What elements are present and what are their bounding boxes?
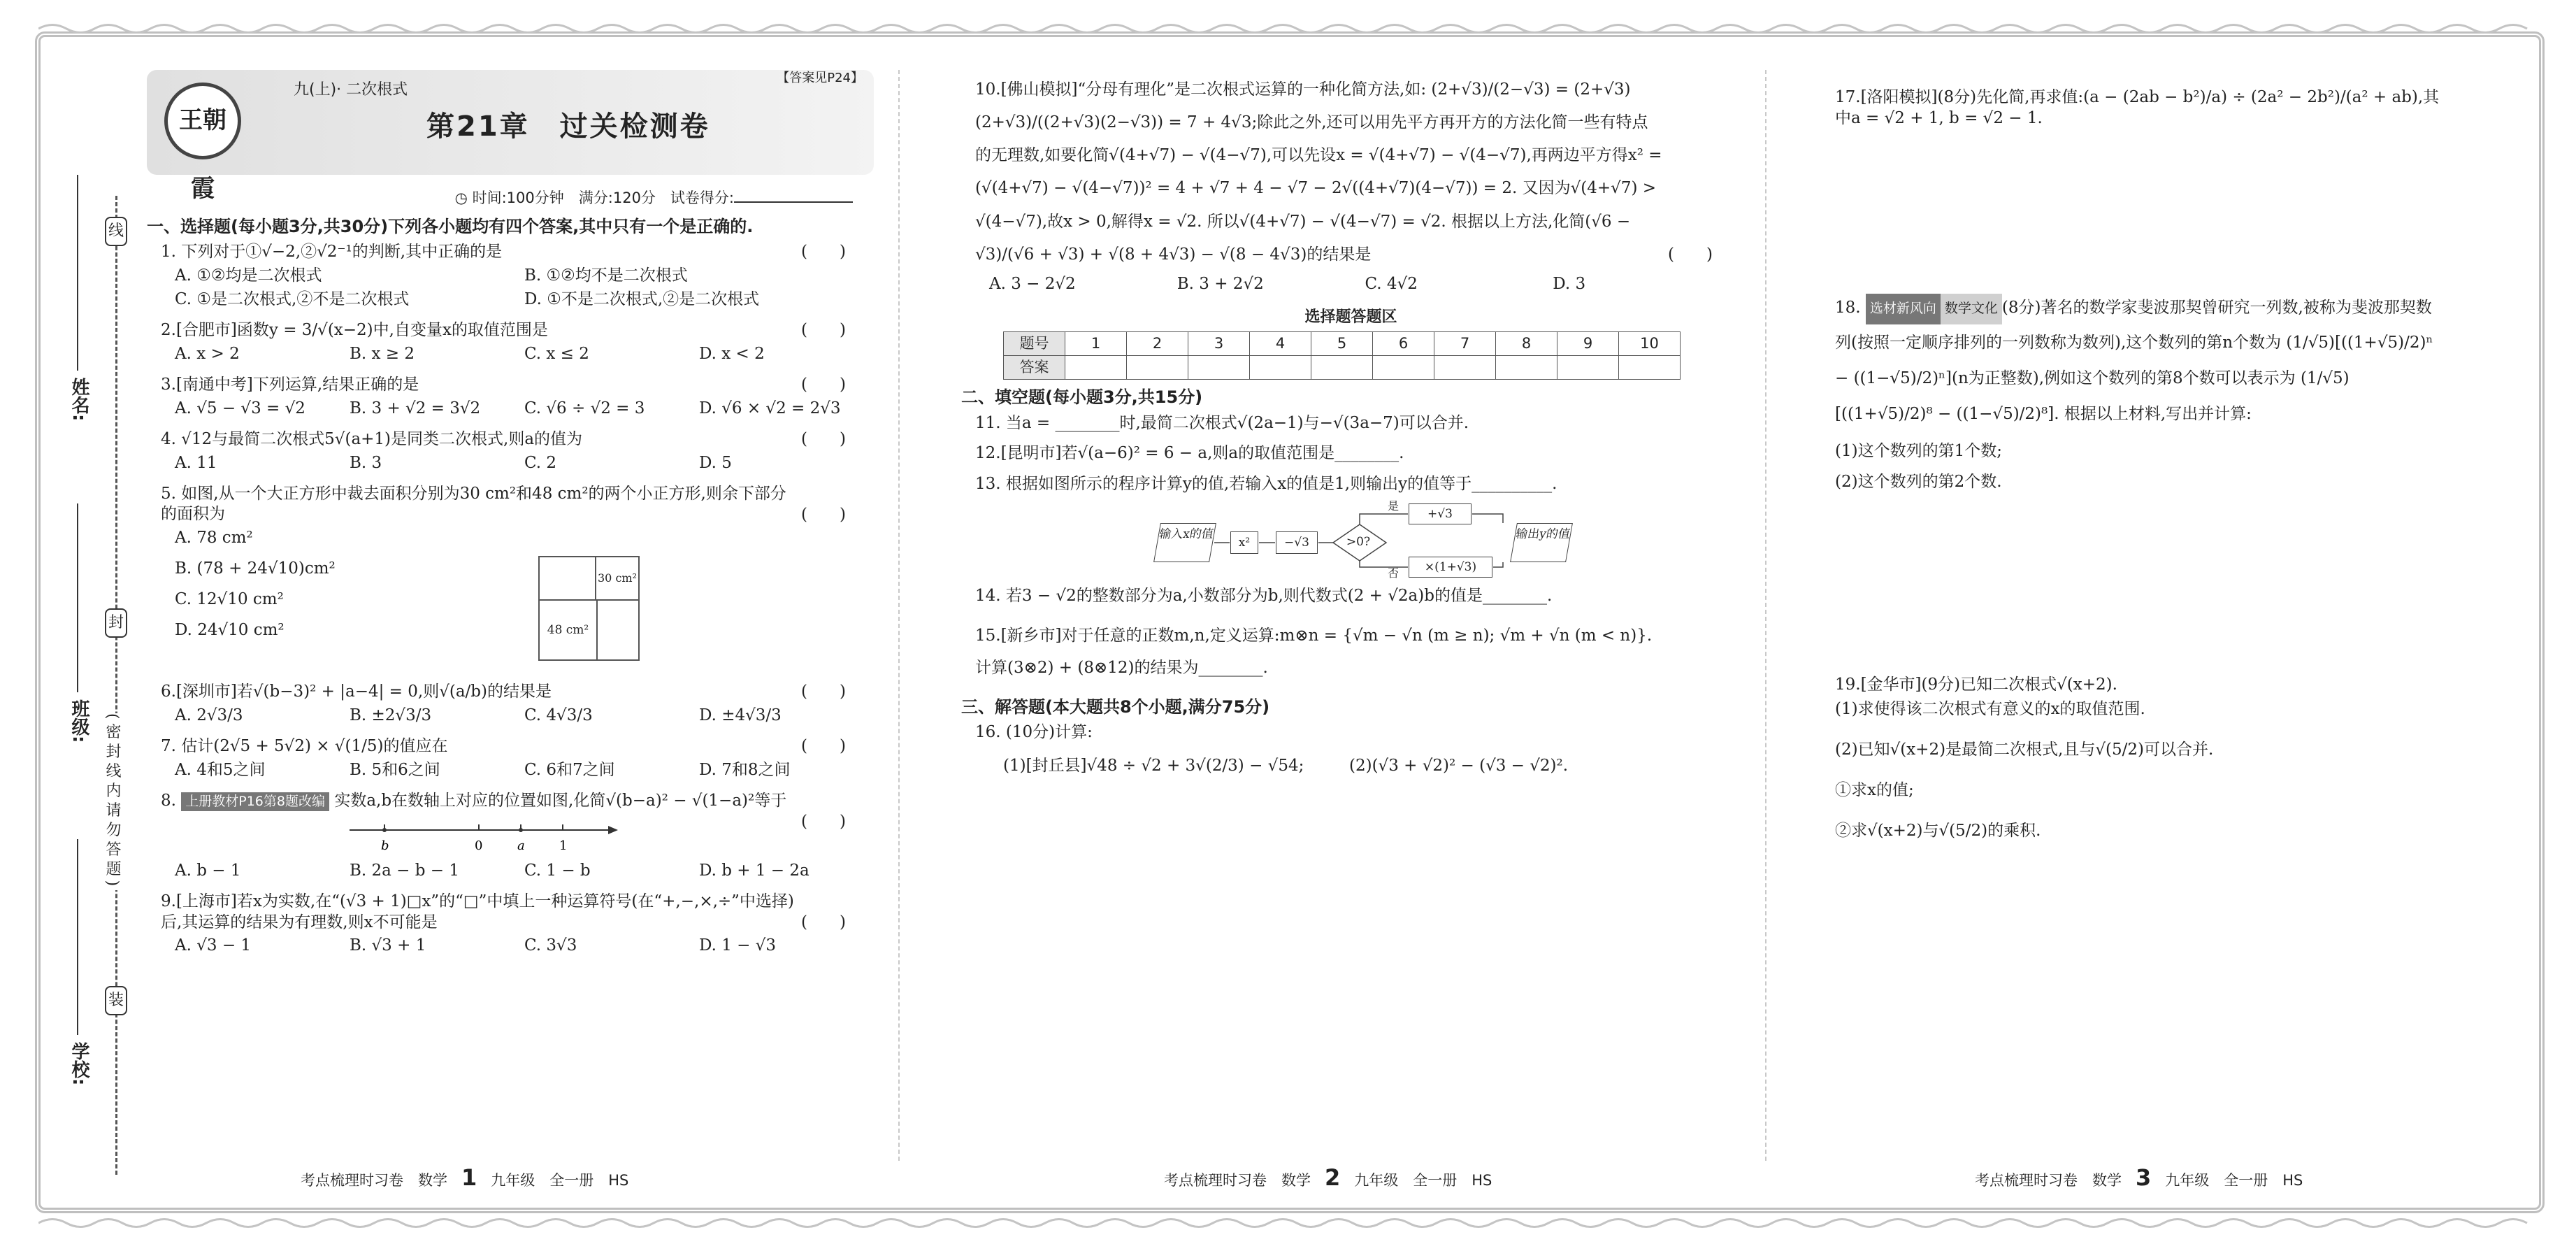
answer-table	[1003, 331, 1681, 380]
answer-cell[interactable]	[1557, 356, 1619, 380]
question-tag: 选材新风向	[1866, 294, 1941, 324]
wave-border-bottom	[38, 1215, 2541, 1231]
option[interactable]: C. √6 ÷ √2 = 3	[524, 399, 645, 417]
option[interactable]: C. 6和7之间	[524, 760, 615, 779]
flow-yes: 是	[1388, 499, 1399, 513]
column-divider	[898, 70, 900, 1161]
option[interactable]: C. 3√3	[524, 936, 577, 955]
question-tag: [洛阳模拟]	[1860, 88, 1938, 106]
square-48: 48 cm²	[540, 599, 598, 659]
answer-paren[interactable]: ( )	[801, 243, 846, 262]
axis-label-a: a	[517, 838, 525, 853]
option[interactable]: B. (78 + 24√10)cm²	[175, 559, 336, 578]
option[interactable]: C. x ≤ 2	[524, 345, 589, 364]
question-5-options	[175, 528, 454, 644]
footer-right: 九年级 全一册 HS	[2165, 1172, 2303, 1189]
answer-cell[interactable]	[1250, 356, 1311, 380]
question-16: 16. (10分)计算:	[975, 723, 1093, 742]
option[interactable]: A. b − 1	[175, 861, 241, 880]
question-15: 15.[新乡市]对于任意的正数m,n,定义运算:m⊗n = {√m − √n (m ≥ n); √m + √n (m < n)}. 计算(3⊗2) + (8⊗12)的结果为________.	[975, 627, 1653, 678]
page-number: 1	[461, 1164, 477, 1191]
question-tag: [金华市]	[1860, 675, 1922, 694]
question-16-parts	[1003, 756, 1741, 777]
option[interactable]: A. 78 cm²	[175, 529, 253, 548]
exam-meta	[147, 189, 874, 208]
option[interactable]: B. 2a − b − 1	[350, 861, 460, 880]
option[interactable]: C. ①是二次根式,②不是二次根式	[175, 290, 410, 309]
question-17: 17.[洛阳模拟](8分)先化简,再求值:(a − (2ab − b²)/a) ÷ (2a² − 2b²)/(a² + ab),其中a = √2 + 1, b = √2 − 1.	[1835, 88, 2440, 127]
question-18-part-2: (2)这个数列的第2个数.	[1835, 473, 2002, 492]
class-label: 班级:	[69, 699, 89, 743]
answer-cell[interactable]	[1496, 356, 1557, 380]
table-header: 答案	[1004, 356, 1065, 380]
option[interactable]: B. 3	[350, 453, 382, 472]
option[interactable]: C. 2	[524, 453, 557, 472]
question-1	[161, 242, 874, 263]
question-6-options	[175, 706, 874, 729]
answer-paren[interactable]: ( )	[1668, 245, 1713, 264]
question-text: 1. 下列对于①√−2,②√2⁻¹的判断,其中正确的是	[161, 243, 503, 262]
question-text: 实数a,b在数轴上对应的位置如图,化简√(b−a)² − √(1−a)²等于	[334, 791, 787, 810]
footer-page-2	[1164, 1164, 1492, 1191]
table-cell: 3	[1188, 332, 1250, 356]
footer-right: 九年级 全一册 HS	[491, 1172, 629, 1189]
flow-output: 输出y的值	[1510, 523, 1573, 562]
number-line-figure	[343, 816, 622, 858]
question-19: 19.[金华市](9分)已知二次根式√(x+2).	[1835, 675, 2117, 694]
exam-meta-text: 时间:100分钟 满分:120分 试卷得分:	[472, 190, 734, 206]
option[interactable]: D. x < 2	[699, 345, 765, 364]
answer-cell[interactable]	[1373, 356, 1434, 380]
question-tag: [上海市]	[175, 892, 237, 910]
question-8: 8. 上册教材P16第8题改编 实数a,b在数轴上对应的位置如图,化简√(b−a)² − √(1−a)²等于 ( )	[161, 791, 874, 812]
answer-cell[interactable]	[1619, 356, 1681, 380]
question-19-part-1: (1)求使得该二次根式有意义的x的取值范围.	[1835, 699, 2145, 718]
flow-decision: >0?	[1335, 527, 1381, 558]
question-text: 若√(a−6)² = 6 − a,则a的取值范围是________.	[1061, 444, 1404, 463]
option[interactable]: C. 12√10 cm²	[175, 590, 284, 609]
question-13: 13. 根据如图所示的程序计算y的值,若输入x的值是1,则输出y的值等于__________.	[975, 475, 1557, 494]
flow-no: 否	[1388, 566, 1399, 580]
question-text: 7. 估计(2√5 + 5√2) × √(1/5)的值应在	[161, 737, 448, 756]
section-fill-heading: 二、填空题(每小题3分,共15分)	[961, 387, 1203, 408]
question-19-part-2a: ①求x的值;	[1835, 780, 1914, 799]
binding-mark-line: 线	[105, 217, 127, 246]
flow-input: 输入x的值	[1153, 523, 1216, 562]
question-text: 函数y = 3/√(x−2)中,自变量x的取值范围是	[236, 321, 548, 340]
question-5	[161, 484, 874, 526]
question-tag: [深圳市]	[175, 682, 237, 701]
flow-times: ×(1+√3)	[1409, 557, 1492, 578]
number-line	[343, 816, 622, 858]
option[interactable]: A. ①②均是二次根式	[175, 266, 322, 285]
table-row	[1004, 332, 1681, 356]
option[interactable]: A. 3 − 2√2	[989, 274, 1076, 293]
question-text: (8分)先化简,再求值:(a − (2ab − b²)/a) ÷ (2a² − 2b²)/(a² + ab),其中a = √2 + 1, b = √2 − 1.	[1835, 88, 2440, 127]
option[interactable]: D. 3	[1553, 274, 1586, 293]
question-text: (8分)著名的数学家斐波那契曾研究一列数,被称为斐波那契数列(按照一定顺序排列的一列数称为数列),这个数列的第n个数为 (1/√5)[((1+√5)/2)ⁿ − ((1−√5)/2)ⁿ](n为正整数),例如这个数列的第8个数可以表示为 (1/√5)[((1+√5)/2)⁸ − ((1−√5)/2)⁸]. 根据以上材料,写出并计算:	[1835, 298, 2433, 423]
table-cell: 6	[1373, 332, 1434, 356]
question-19-part-2: (2)已知√(x+2)是最简二次根式,且与√(5/2)可以合并.	[1835, 740, 2214, 759]
part-2: (2)(√3 + √2)² − (√3 − √2)².	[1348, 757, 1569, 775]
option[interactable]: D. 5	[699, 453, 732, 472]
question-10: 10.[佛山模拟]“分母有理化”是二次根式运算的一种化简方法,如: (2+√3)/(2−√3) = (2+√3)(2+√3)/((2+√3)(2−√3)) = 7 + 4√3;除此之外,还可以用先平方再开方的方法化简一些有特点的无理数,如要化简√(4+√7) − √(4−√7),可以先设x = √(4+√7) − √(4−√7),再两边平方得x² = (√(4+√7) − √(4−√7))² = 4 + √7 + 4 − √7 − 2√((4+√7)(4−√7)) = 2. 又因为√(4+√7) > √(4−√7),故x > 0,解得x = √2. 所以√(4+√7) − √(4−√7) = √2. 根据以上方法,化简(√6 − √3)/(√6 + √3) + √(8 + 4√3) − √(8 − 4√3)的结果是 ( )	[975, 73, 1741, 271]
series-label: 九(上)· 二次根式	[294, 81, 408, 99]
square-30: 30 cm²	[595, 557, 638, 601]
question-14: 14. 若3 − √2的整数部分为a,小数部分为b,则代数式(2 + √2a)b的值是________.	[975, 587, 1553, 606]
squares-figure	[538, 556, 640, 661]
question-tag: [南通中考]	[175, 375, 253, 394]
answer-paren[interactable]: ( )	[801, 429, 846, 448]
axis-label-1: 1	[559, 838, 568, 853]
question-text: 若√(b−3)² + |a−4| = 0,则√(a/b)的结果是	[236, 682, 552, 701]
section-solve-heading: 三、解答题(本大题共8个小题,满分75分)	[961, 697, 1270, 717]
option[interactable]: A. x > 2	[175, 345, 240, 364]
question-tag: [新乡市]	[1000, 627, 1062, 645]
answer-paren[interactable]: ( )	[801, 321, 846, 340]
question-text: 下列运算,结果正确的是	[252, 375, 419, 394]
axis-label-0: 0	[475, 838, 483, 853]
question-text: (9分)已知二次根式√(x+2).	[1921, 675, 2117, 694]
question-3: 3.[南通中考]下列运算,结果正确的是 ( )	[161, 375, 874, 396]
name-blank[interactable]	[77, 175, 78, 371]
option[interactable]: D. 24√10 cm²	[175, 620, 285, 639]
footer-page-1	[301, 1164, 628, 1191]
option[interactable]: A. 11	[175, 453, 217, 472]
question-2: 2.[合肥市]函数y = 3/√(x−2)中,自变量x的取值范围是 ( )	[161, 320, 874, 341]
option[interactable]: D. √6 × √2 = 2√3	[699, 399, 841, 417]
page-number: 3	[2136, 1164, 2152, 1191]
option[interactable]: C. 1 − b	[524, 861, 591, 880]
answer-paren[interactable]: ( )	[801, 913, 846, 931]
option[interactable]: D. ±4√3/3	[699, 706, 782, 725]
option[interactable]: B. ±2√3/3	[350, 706, 432, 725]
question-1-options	[175, 266, 874, 313]
answer-paren[interactable]: ( )	[801, 812, 846, 831]
question-text: 若x为实数,在“(√3 + 1)□x”的“□”中填上一种运算符号(在“+,−,×,÷”中选择)后,其运算的结果为有理数,则x不可能是	[161, 892, 794, 931]
question-7-options	[175, 760, 874, 784]
option[interactable]: B. 3 + 2√2	[1177, 274, 1264, 293]
question-9-options	[175, 936, 874, 959]
question-18-part-1: (1)这个数列的第1个数;	[1835, 442, 2002, 461]
clock-icon: ◷	[454, 190, 473, 206]
question-tag: 上册教材P16第8题改编	[181, 792, 329, 811]
table-cell: 4	[1250, 332, 1311, 356]
question-text: 对于任意的正数m,n,定义运算:m⊗n = {√m − √n (m ≥ n); √m + √n (m < n)}. 计算(3⊗2) + (8⊗12)的结果为________.	[975, 627, 1653, 678]
question-6: 6.[深圳市]若√(b−3)² + |a−4| = 0,则√(a/b)的结果是 ( )	[161, 682, 874, 703]
flow-square: x²	[1230, 531, 1258, 554]
question-tag: 数学文化	[1941, 294, 2002, 324]
option[interactable]: B. 3 + √2 = 3√2	[350, 399, 481, 417]
page-number: 2	[1325, 1164, 1341, 1191]
binding-mark-tie: 装	[105, 986, 127, 1015]
table-row	[1004, 356, 1681, 380]
option[interactable]: D. 7和8之间	[699, 760, 791, 779]
question-text: 5. 如图,从一个大正方形中裁去面积分别为30 cm²和48 cm²的两个小正方形,则余下部分的面积为	[161, 484, 786, 524]
option[interactable]: A. 2√3/3	[175, 706, 243, 725]
table-cell: 8	[1496, 332, 1557, 356]
axis-label-b: b	[381, 838, 389, 853]
option[interactable]: B. ①②均不是二次根式	[524, 266, 688, 285]
flow-arrows	[1157, 502, 1576, 579]
option[interactable]: D. 1 − √3	[699, 936, 777, 955]
footer-page-3	[1975, 1164, 2303, 1191]
table-cell: 10	[1619, 332, 1681, 356]
question-tag: [昆明市]	[1000, 444, 1062, 463]
question-10-options	[989, 274, 1741, 298]
question-tag: [合肥市]	[175, 321, 237, 340]
column-divider	[1765, 70, 1766, 1161]
option[interactable]: B. √3 + 1	[350, 936, 426, 955]
school-blank[interactable]	[77, 839, 78, 1035]
question-19-part-2b: ②求√(x+2)与√(5/2)的乘积.	[1835, 821, 2041, 840]
table-cell: 9	[1557, 332, 1619, 356]
page-column-3	[1821, 70, 2520, 843]
binding-note: (密封线内请勿答题)	[101, 713, 123, 890]
answer-cell[interactable]	[1065, 356, 1127, 380]
footer-right: 九年级 全一册 HS	[1354, 1172, 1492, 1189]
question-9: 9.[上海市]若x为实数,在“(√3 + 1)□x”的“□”中填上一种运算符号(在“+,−,×,÷”中选择)后,其运算的结果为有理数,则x不可能是 ( )	[161, 892, 874, 934]
question-12: 12.[昆明市]若√(a−6)² = 6 − a,则a的取值范围是________.	[975, 444, 1404, 463]
flow-plus-sqrt3: +√3	[1409, 503, 1472, 524]
program-flowchart	[1157, 499, 1576, 580]
footer-left: 考点梳理时习卷 数学	[1164, 1172, 1311, 1189]
answer-paren[interactable]: ( )	[801, 375, 846, 394]
table-cell: 7	[1434, 332, 1496, 356]
publisher-logo: 王朝霞	[164, 83, 241, 159]
question-tag: [佛山模拟]	[1000, 80, 1078, 99]
table-cell: 5	[1311, 332, 1373, 356]
option[interactable]: C. 4√2	[1365, 274, 1418, 293]
question-4	[161, 429, 874, 450]
question-text: “分母有理化”是二次根式运算的一种化简方法,如: (2+√3)/(2−√3) = (2+√3)(2+√3)/((2+√3)(2−√3)) = 7 + 4√3;除此之外,还可以用先平方再开方的方法化简一些有特点的无理数,如要化简√(4+√7) − √(4−√7),可以先设x = √(4+√7) − √(4−√7),再两边平方得x² = (√(4+√7) − √(4−√7))² = 4 + √7 + 4 − √7 − 2√((4+√7)(4−√7)) = 2. 又因为√(4+√7) > √(4−√7),故x > 0,解得x = √2. 所以√(4+√7) − √(4−√7) = √2. 根据以上方法,化简(√6 − √3)/(√6 + √3) + √(8 + 4√3) − √(8 − 4√3)的结果是	[975, 80, 1662, 264]
answer-cell[interactable]	[1127, 356, 1188, 380]
section-choice-heading: 一、选择题(每小题3分,共30分)下列各小题均有四个答案,其中只有一个是正确的.	[147, 217, 754, 237]
question-8-options	[175, 861, 874, 885]
answer-reference: 【答案见P24】	[777, 71, 863, 85]
question-5-body	[147, 528, 874, 678]
binding-mark-seal: 封	[105, 608, 127, 638]
question-4-options	[175, 453, 874, 477]
page-title: 第21章 过关检测卷	[426, 110, 710, 143]
answer-cell[interactable]	[1188, 356, 1250, 380]
page-column-2	[961, 70, 1741, 778]
question-7	[161, 736, 874, 757]
option[interactable]: D. ①不是二次根式,②是二次根式	[524, 290, 760, 309]
part-1-tag: (1)[封丘县]	[1003, 757, 1087, 775]
binding-dashed-line	[115, 196, 117, 1175]
school-label: 学校:	[69, 1042, 89, 1086]
footer-left: 考点梳理时习卷 数学	[301, 1172, 447, 1189]
question-3-options	[175, 399, 874, 422]
answer-paren[interactable]: ( )	[801, 682, 846, 701]
flow-minus-sqrt3: −√3	[1276, 531, 1318, 554]
option[interactable]: A. √5 − √3 = √2	[175, 399, 305, 417]
answer-paren[interactable]: ( )	[801, 505, 846, 524]
option[interactable]: A. 4和5之间	[175, 760, 266, 779]
score-blank[interactable]	[734, 201, 853, 203]
option[interactable]: B. 5和6之间	[350, 760, 440, 779]
answer-cell[interactable]	[1434, 356, 1496, 380]
class-blank[interactable]	[77, 503, 78, 692]
part-1: √48 ÷ √2 + 3√(2/3) − √54;	[1086, 757, 1304, 775]
answer-area-title: 选择题答题区	[1304, 308, 1397, 326]
table-header: 题号	[1004, 332, 1065, 356]
answer-paren[interactable]: ( )	[801, 737, 846, 756]
question-2-options	[175, 344, 874, 368]
question-11: 11. 当a = ________时,最简二次根式√(2a−1)与−√(3a−7)可以合并.	[975, 413, 1469, 432]
question-text: 4. √12与最简二次根式5√(a+1)是同类二次根式,则a的值为	[161, 429, 583, 448]
page-column-1	[147, 70, 874, 966]
option[interactable]: A. √3 − 1	[175, 936, 252, 955]
option[interactable]: B. x ≥ 2	[350, 345, 415, 364]
table-cell: 2	[1127, 332, 1188, 356]
question-18: 18. 选材新风向 数学文化 (8分)著名的数学家斐波那契曾研究一列数,被称为斐波那契数列(按照一定顺序排列的一列数称为数列),这个数列的第n个数为 (1/√5)[((1+√5)/2)ⁿ − ((1−√5)/2)ⁿ](n为正整数),例如这个数列的第8个数可以表示为 (1/√5)[((1+√5)/2)⁸ − ((1−√5)/2)⁸]. 根据以上材料,写出并计算:	[1835, 290, 2520, 431]
wave-border-top	[38, 21, 2541, 36]
name-label: 姓名:	[69, 378, 89, 422]
option[interactable]: C. 4√3/3	[524, 706, 593, 725]
option[interactable]: D. b + 1 − 2a	[699, 861, 810, 880]
table-cell: 1	[1065, 332, 1127, 356]
footer-left: 考点梳理时习卷 数学	[1975, 1172, 2122, 1189]
answer-cell[interactable]	[1311, 356, 1373, 380]
